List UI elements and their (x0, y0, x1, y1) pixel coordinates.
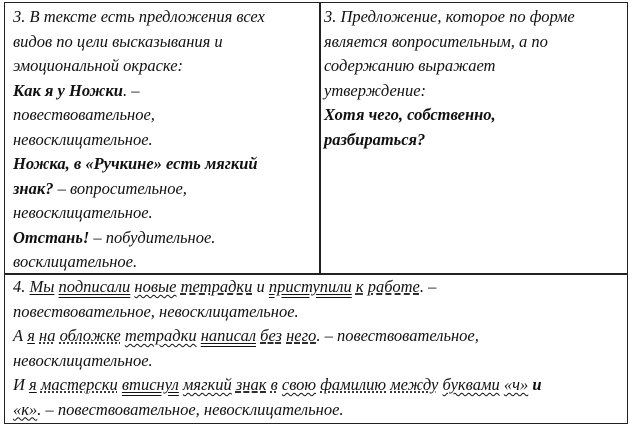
column-divider (319, 3, 321, 273)
cell-rhetorical-question (324, 5, 622, 152)
s3-subject: я (29, 375, 37, 394)
sentence-1-desc: повествовательное, невосклицательное. (13, 301, 299, 321)
example-2-desc-2: невосклицательное. (13, 203, 153, 222)
s3-conj: И (13, 375, 30, 394)
s1-predicate-2: приступили (268, 277, 352, 296)
s3-attribute-3: буквами (442, 375, 500, 394)
sentence-2 (13, 324, 621, 349)
example-3-desc-2: восклицательное. (13, 252, 138, 271)
s1-prep: к (355, 277, 364, 296)
cell1-line2: видов по цели высказывания и (13, 31, 223, 51)
s2-tail: . – повествовательное, (316, 326, 479, 345)
s1-tail: . – (419, 277, 437, 296)
example-2-desc-1: – вопросительное, (53, 178, 187, 198)
s2-predicate: написал (200, 326, 257, 345)
example-1-dash: . – (122, 80, 140, 100)
sentence-2-desc: невосклицательное. (13, 350, 153, 370)
s3-adverbial-2: фамилию (320, 375, 387, 394)
s2-conj: А (13, 326, 28, 345)
s2-prep-2: без (260, 326, 282, 345)
s1-subject: Мы (29, 277, 55, 296)
example-1 (13, 79, 315, 104)
cell1-line3: эмоциональной окраске: (13, 56, 184, 75)
s1-attribute: новые (134, 277, 177, 296)
s1-number: 4. (13, 277, 30, 296)
cell2-line4: утверждение: (324, 80, 427, 100)
example-3-desc-1: – побудительное. (89, 227, 216, 247)
s3-desc: . – повествовательное, невосклицательное. (37, 399, 344, 419)
s3-adverbial: мастерски (40, 375, 118, 394)
example-2-sentence-1: Ножка, в «Ручкине» есть мягкий (13, 154, 258, 173)
example-2-sentence-2: знак? (13, 178, 54, 198)
s3-letter-ch: «ч» (503, 375, 529, 394)
cell-sentence-types (13, 5, 315, 275)
s3-letter-k: «к» (13, 399, 38, 419)
sentence-1 (13, 275, 621, 300)
cell2-line3: содержанию выражает (324, 56, 496, 75)
s3-attribute: мягкий (182, 375, 232, 394)
example-1-sentence: Как я у Ножки (13, 80, 123, 100)
example-3 (13, 226, 315, 251)
s2-attribute: тетрадки (124, 326, 197, 345)
s3-attribute-2: свою (281, 375, 317, 394)
s1-object-2: работе (367, 277, 420, 296)
s3-and: и (528, 375, 542, 394)
s2-adverbial: обложке (59, 326, 121, 345)
example-3-sentence: Отстань! (13, 227, 90, 247)
sentence-3 (13, 373, 621, 398)
cell1-line1: 3. В тексте есть предложения всех (13, 7, 265, 26)
s3-prep-2: между (390, 375, 439, 394)
sentence-3-cont (13, 398, 621, 423)
example-2 (13, 177, 315, 202)
cell2-example-1: Хотя чего, собственно, (324, 105, 496, 124)
s2-prep: на (39, 326, 56, 345)
cell-sentence-analysis (13, 275, 621, 422)
s1-predicate-1: подписали (58, 277, 131, 296)
s3-object: знак (235, 375, 267, 394)
s3-prep: в (270, 375, 278, 394)
cell2-line2: является вопросительным, а по (324, 31, 548, 51)
s1-conj: и (252, 277, 269, 296)
cell2-line1: 3. Предложение, которое по форме (324, 7, 575, 26)
cell2-example-2: разбираться? (324, 129, 426, 149)
s2-subject: я (27, 326, 35, 345)
grammar-table (4, 2, 628, 424)
example-1-desc-1: повествовательное, (13, 105, 155, 124)
s3-predicate: втиснул (121, 375, 179, 394)
s1-object: тетрадки (180, 277, 253, 296)
s2-object: него (286, 326, 317, 345)
example-1-desc-2: невосклицательное. (13, 129, 153, 149)
